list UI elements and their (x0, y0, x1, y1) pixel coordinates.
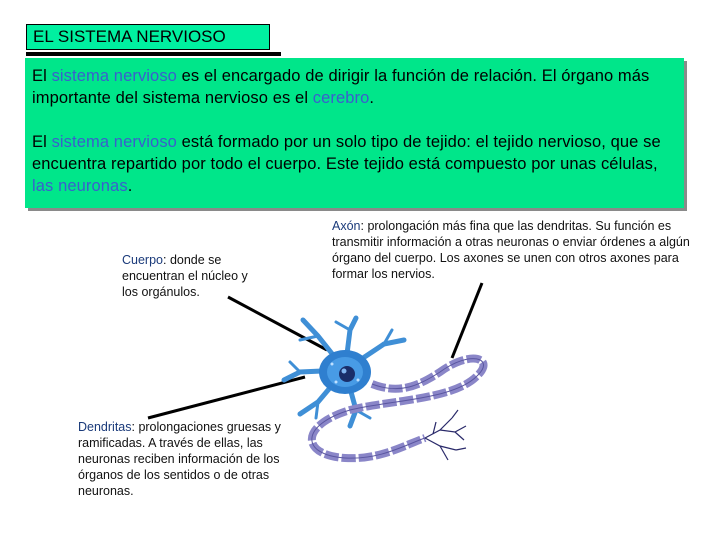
axon-terminals (425, 410, 466, 460)
p1-highlight-sistema-nervioso: sistema nervioso (51, 67, 177, 85)
label-cuerpo (122, 252, 262, 300)
term-axon: Axón (332, 219, 361, 233)
p1-highlight-cerebro: cerebro (312, 89, 370, 107)
desc-axon: : prolongación más fina que las dendritas. Su función es transmitir información a otras neuronas o enviar órdenes a algún órgano del cuerpo. Los axones se unen con otros axones para formar los nervios. (332, 219, 690, 281)
p1-text-3: . (369, 89, 375, 107)
p1-text-1: El (32, 67, 52, 85)
desc-dendritas: : prolongaciones gruesas y ramificadas. A través de ellas, las neuronas reciben información de los órganos de los sentidos o de otras neuronas. (78, 420, 281, 498)
p2-highlight-sistema-nervioso: sistema nervioso (51, 133, 177, 151)
pointer-dendritas (148, 377, 305, 418)
pointer-cuerpo (228, 297, 327, 350)
desc-cuerpo: : donde se encuentran el núcleo y los orgánulos. (122, 253, 248, 299)
p2-text-2: está formado por un solo tipo de tejido: el tejido nervioso, que se encuentra repartido por todo el cuerpo. Este tejido está compuesto por unas células, (32, 133, 661, 173)
pointer-lines (148, 283, 482, 418)
p1-text-2: es el encargado de dirigir la función de relación. El órgano más importante del sistema nervioso es el (32, 67, 650, 107)
nucleus (339, 366, 355, 382)
p2-text-1: El (32, 133, 52, 151)
pointer-axon (452, 283, 482, 358)
p2-highlight-neuronas: las neuronas (32, 177, 128, 195)
term-cuerpo: Cuerpo (122, 253, 163, 267)
label-dendritas (78, 419, 293, 499)
term-dendritas: Dendritas (78, 420, 132, 434)
label-axon (332, 218, 697, 282)
p2-text-3: . (127, 177, 133, 195)
page-title: EL SISTEMA NERVIOSO (26, 24, 270, 50)
